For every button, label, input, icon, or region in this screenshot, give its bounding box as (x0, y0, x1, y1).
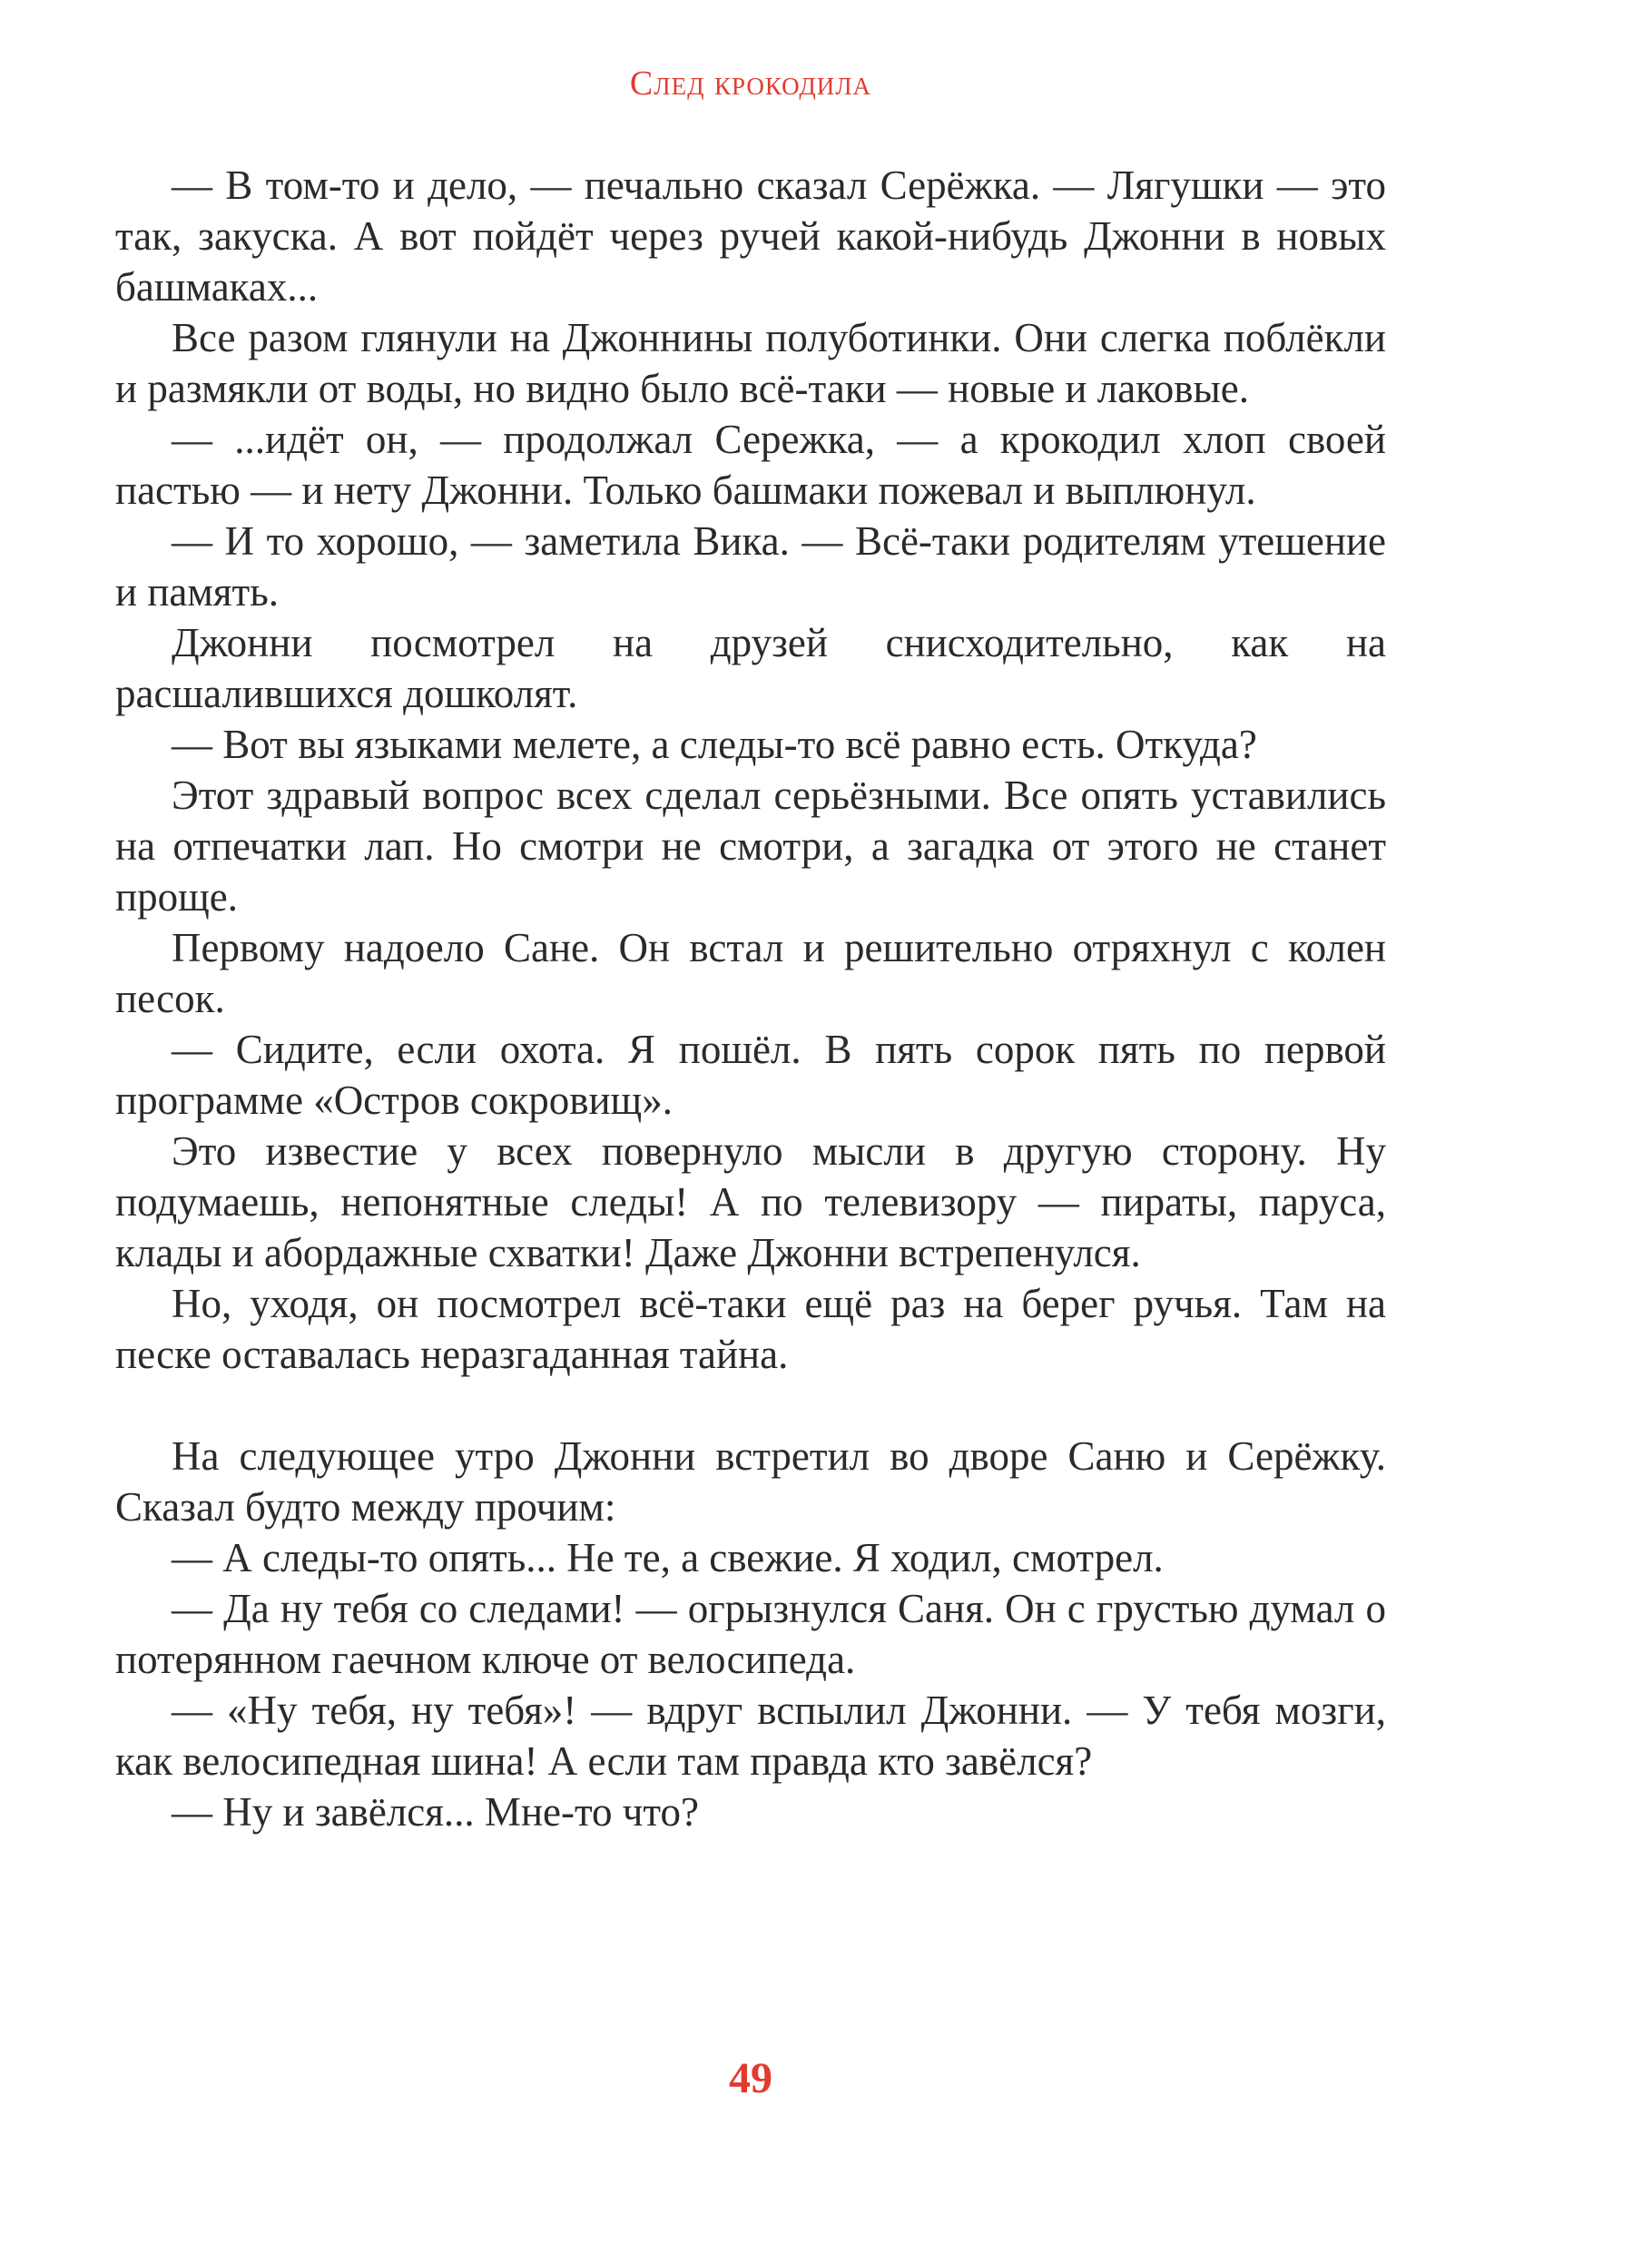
page-number: 49 (729, 2054, 772, 2102)
paragraph: Это известие у всех повернуло мысли в другую сторону. Ну подумаешь, непонятные следы! А по телевизору — пираты, паруса, клады и абордажные схватки! Даже Джонни встрепенулся. (115, 1128, 1386, 1275)
paragraph: — В том-то и дело, — печально сказал Серёжка. — Лягушки — это так, закуска. А вот пойдёт через ручей какой-нибудь Джонни в новых башмаках... (115, 162, 1386, 310)
paragraph: Все разом глянули на Джоннины полуботинки. Они слегка поблёкли и размякли от воды, но видно было всё-таки — новые и лаковые. (115, 315, 1386, 411)
section-break (115, 1380, 1386, 1431)
paragraph: Первому надоело Сане. Он встал и решительно отряхнул с колен песок. (115, 925, 1386, 1021)
paragraph: — ...идёт он, — продолжал Сережка, — а крокодил хлоп своей пастью — и нету Джонни. Только башмаки пожевал и выплюнул. (115, 417, 1386, 513)
paragraph: — Ну и завёлся... Мне-то что? (172, 1789, 699, 1835)
paragraph: Но, уходя, он посмотрел всё-таки ещё раз на берег ручья. Там на песке оставалась неразгаданная тайна. (115, 1281, 1386, 1377)
running-head: След крокодила (629, 64, 872, 103)
paragraph: — Сидите, если охота. Я пошёл. В пять сорок пять по первой программе «Остров сокровищ». (115, 1027, 1386, 1123)
paragraph: — «Ну тебя, ну тебя»! — вдруг вспылил Джонни. — У тебя мозги, как велосипедная шина! А если там правда кто завёлся? (115, 1688, 1386, 1784)
paragraph: — А следы-то опять... Не те, а свежие. Я ходил, смотрел. (172, 1535, 1164, 1580)
paragraph: Джонни посмотрел на друзей снисходительно, как на расшалившихся дошколят. (115, 620, 1386, 716)
paragraph: — И то хорошо, — заметила Вика. — Всё-таки родителям утешение и память. (115, 518, 1386, 615)
body-text (115, 160, 1386, 1837)
paragraph: На следующее утро Джонни встретил во дворе Саню и Серёжку. Сказал будто между прочим: (115, 1433, 1386, 1530)
paragraph: — Вот вы языками мелете, а следы-то всё равно есть. Откуда? (172, 722, 1257, 767)
paragraph: — Да ну тебя со следами! — огрызнулся Саня. Он с грустью думал о потерянном гаечном ключе от велосипеда. (115, 1586, 1386, 1682)
paragraph: Этот здравый вопрос всех сделал серьёзными. Все опять уставились на отпечатки лап. Но смотри не смотри, а загадка от этого не станет проще. (115, 773, 1386, 920)
